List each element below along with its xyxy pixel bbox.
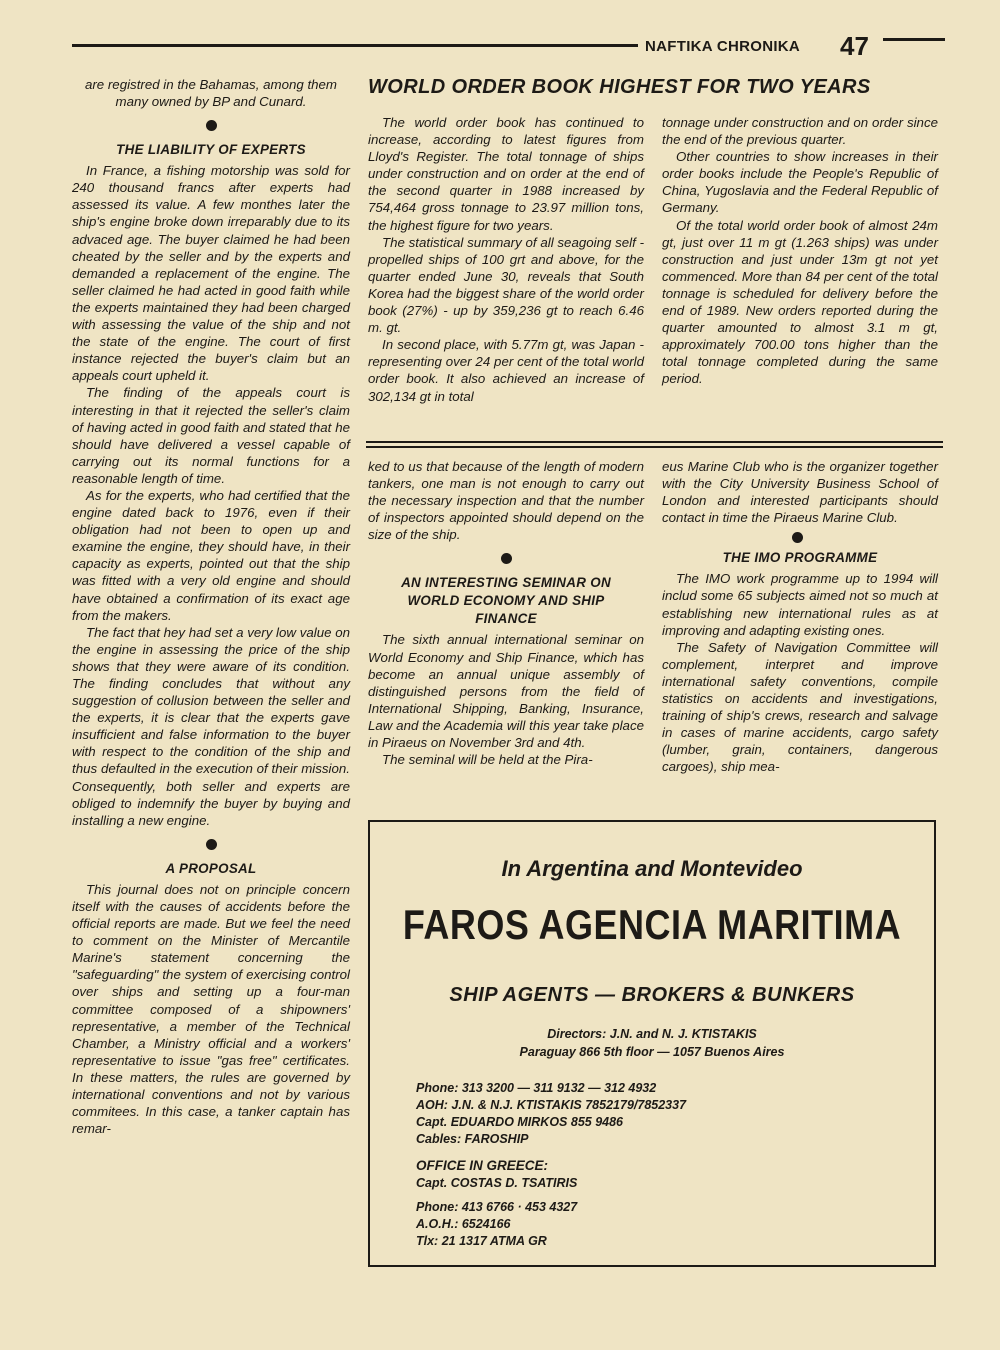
section-bullet [792,532,803,543]
order-book-headline: WORLD ORDER BOOK HIGHEST FOR TWO YEARS [368,76,871,98]
order-book-paragraph-5: Other countries to show increases in their order books include the People's Republic of China, Yugoslavia and the Federal Republic of Germany. [662,149,938,216]
ad-greece-phone: Phone: 413 6766 · 453 4327 [416,1200,578,1214]
order-book-column-1 [368,114,644,405]
publication-name: NAFTIKA CHRONIKA [645,38,801,55]
liability-paragraph-1: In France, a fishing motorship was sold for 240 thousand francs after experts had assessed its value. A few monthes later the ship's engine broke down irreparably due to its advaced age. The buyer claimed he had been cheated by the seller and by the experts and demanded a replacement of the engine. The seller claimed he had acted in good faith while the experts maintained they had been charged with assessing the value of the ship and not the state of the engine. The court of first instance rejected the buyer's claim but an appeals court upheld it. [72,163,350,384]
faros-advertisement [368,820,936,1267]
order-book-paragraph-3: In second place, with 5.77m gt, was Japan - representing over 24 per cent of the total world order book. It also achieved an increase of 302,134 gt in total [368,337,644,404]
ad-greece-captain: Capt. COSTAS D. TSATIRIS [416,1176,578,1190]
left-column [72,76,350,1137]
ad-greece-telex: Tlx: 21 1317 ATMA GR [416,1234,547,1248]
ad-greece-office-title: OFFICE IN GREECE: [416,1158,549,1173]
ad-directors: Directors: J.N. and N. J. KTISTAKIS [547,1027,757,1041]
order-book-paragraph-1: The world order book has continued to increase, according to latest figures from Lloyd's Register. The total tonnage of ships under construction and on order at the end of the second quarter in 1988 increased by 754,464 gross tonnage to 23.97 million tons, the highest figure for two years. [368,115,644,233]
ad-aoh: AOH: J.N. & N.J. KTISTAKIS 7852179/7852337 [416,1098,687,1112]
section-bullet [501,553,512,564]
order-book-paragraph-2: The statistical summary of all seagoing self -propelled ships of 100 grt and above, for the quarter ended June 30, reveals that South Korea had the biggest share of the world order book (27%) - up by 359,236 gt to reach 6.46 m. gt. [368,234,644,336]
order-book-paragraph-4: tonnage under construction and on order since the end of the previous quarter. [662,115,938,148]
ad-address: Paraguay 866 5th floor — 1057 Buenos Aires [519,1045,785,1059]
intro-paragraph: are registred in the Bahamas, among them many owned by BP and Cunard. [84,77,338,110]
liability-paragraph-2: The finding of the appeals court is interesting in that it rejected the seller's claim of having acted in good faith and stated that he should have delivered a vessel capable of carrying out its normal functions for a reasonable length of time. [72,385,350,486]
proposal-paragraph-1: This journal does not on principle concern itself with the causes of accidents before the official reports are made. But we feel the need to comment on the Minister of Mercantile Marine's statement concerning the "safeguarding" the system of exercising control over ships and setting up a four-man committee composed of a shipowners' representative, a member of the Technical Chamber, a Ministry official and a workers' representative to issue "gas free" certificates. In these matters, the rules are governed by international conventions and not by various commitees. In this case, a tanker captain has remar- [72,881,350,1137]
ad-phone: Phone: 313 3200 — 311 9132 — 312 4932 [416,1081,657,1095]
seminar-paragraph-2: The seminal will be held at the Pira- [382,752,593,768]
ad-cables: Cables: FAROSHIP [416,1132,529,1146]
ad-location-line: In Argentina and Montevideo [501,856,803,881]
header-rule-left [72,44,638,47]
order-book-column-2 [662,114,938,388]
ad-services-line: SHIP AGENTS — BROKERS & BUNKERS [449,984,855,1006]
ad-greece-aoh: A.O.H.: 6524166 [416,1217,511,1231]
order-book-paragraph-6: Of the total world order book of almost 24m gt, just over 11 m gt (1.263 ships) was under construction and just under 13m gt not yet commenced. More than 84 per cent of the total tonnage is scheduled for delivery before the end of 1989. New orders reported during the quarter amounted to almost 3.1 m gt, approximately 700.00 tons higher than the total tonnage completed during the same period. [662,217,938,387]
ad-company-name: FAROS AGENCIA MARITIMA [402,900,902,948]
imo-paragraph-2: The Safety of Navigation Committee will complement, interpret and improve international safety conventions, compile statistics on accidents and investigations, training of ship's crews, research and salvage in cases of marine accidents, cargo safety (lumber, grain, containers, dangerous cargoes), ship mea- [662,639,938,775]
imo-paragraph-1: The IMO work programme up to 1994 will includ some 65 subjects aimed not so much at establishing new international rules as at improving and adapting existing ones. [662,571,938,638]
proposal-heading: A PROPOSAL [165,860,257,876]
section-divider-bottom [366,446,943,448]
imo-heading: THE IMO PROGRAMME [722,550,878,566]
section-bullet [206,839,217,850]
liability-paragraph-4: The fact that hey had set a very low value on the engine in assessing the price of the ship shows that they were aware of its condition. The finding concludes that without any suggestion of collusion between the seller and the experts, it is clear that the experts gave insufficient and false information to the buyer with respect to the condition of the ship and thus defaulted in the execution of their mission. Consequently, both seller and experts are obliged to indemnify the buyer by buying and installing a new engine. [72,624,350,828]
header-rule-right [883,38,945,41]
section-divider-top [366,441,943,443]
ad-captain: Capt. EDUARDO MIRKOS 855 9486 [416,1115,624,1129]
tanker-continued-paragraph: ked to us that because of the length of modern tankers, one man is not enough to carry out the necessary inspection and that the number of inspectors appointed should depend on the size of the ship. [368,459,644,543]
middle-column [368,458,644,768]
seminar-continued-paragraph: eus Marine Club who is the organizer together with the City University Business School of London and interested participants should contact in time the Piraeus Marine Club. [662,459,938,526]
section-bullet [206,120,217,131]
liability-paragraph-3: As for the experts, who had certified that the engine dated back to 1976, even if their obligation had not been to open up and examine the engine, they should have, in their capacity as experts, pointed out that the ship was fitted with a very old engine and should have obtained a confirmation of its exact age from the makers. [72,487,350,623]
seminar-heading: AN INTERESTING SEMINAR ON WORLD ECONOMY AND SHIP FINANCE [401,575,611,627]
right-column [662,458,938,776]
page-number: 47 [840,31,869,61]
liability-heading: THE LIABILITY OF EXPERTS [116,142,306,158]
seminar-paragraph-1: The sixth annual international seminar on World Economy and Ship Finance, which has become an annual unique assembly of distinguished persons from the field of International Shipping, Banking, Insurance, Law and the Academia will this year take place in Piraeus on November 3rd and 4th. [368,632,644,751]
